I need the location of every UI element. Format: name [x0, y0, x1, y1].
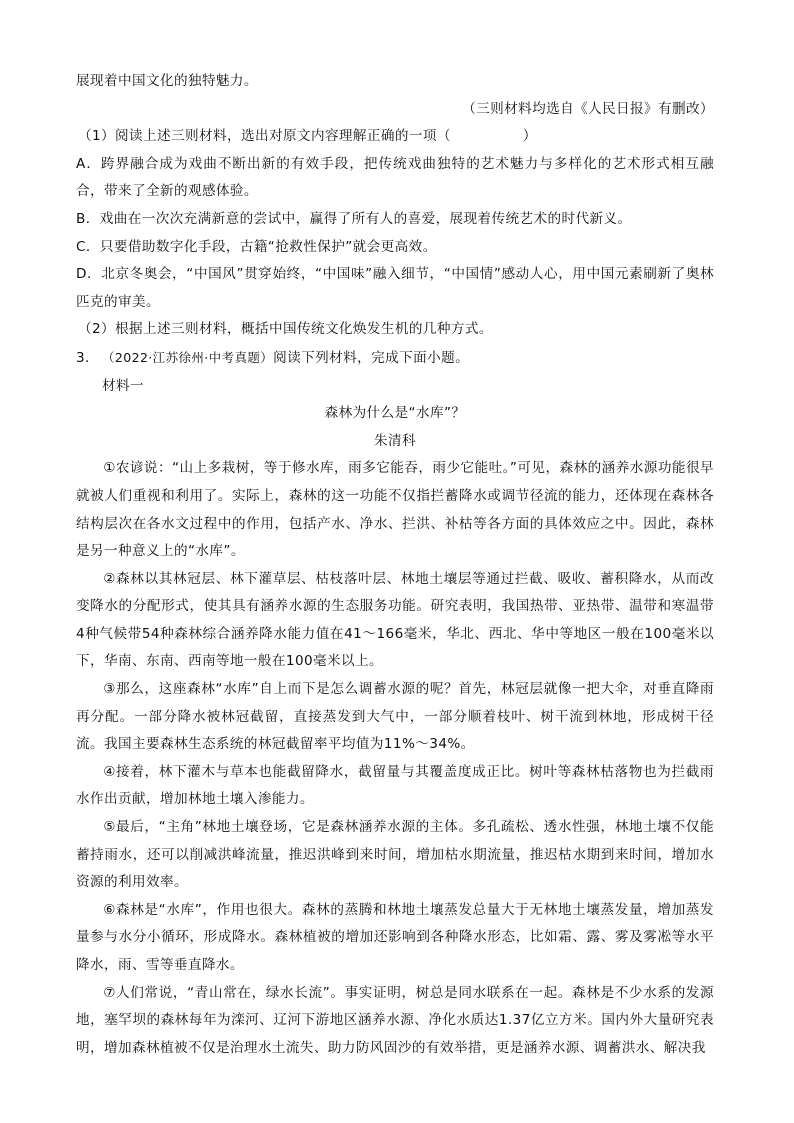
option-b[interactable]: B．戏曲在一次次充满新意的尝试中，赢得了所有人的喜爱，展现着传统艺术的时代新义。 [76, 210, 632, 227]
article-paragraph-4: ④接着，林下灌木与草本也能截留降水，截留量与其覆盖度成正比。树叶等森林枯落物也为拦截雨水作出贡献，增加林地土壤入渗能力。 [76, 763, 714, 808]
article-paragraph-6: ⑥森林是“水库”，作用也很大。森林的蒸腾和林地土壤蒸发总量大于无林地土壤蒸发量，增加蒸发量参与水分小循环，形成降水。森林植被的增加还影响到各种降水形态，比如霜、露、雾及雾凇等水平降水，雨、雪等垂直降水。 [76, 901, 714, 973]
question-3-instruction: 阅读下列材料，完成下面小题。 [273, 349, 470, 366]
document-page [76, 68, 714, 1062]
question-1 [76, 123, 714, 151]
material-label: 材料一 [102, 377, 144, 394]
option-a[interactable]: A．跨界融合成为戏曲不断出新的有效手段，把传统戏曲独特的艺术魅力与多样化的艺术形式相互融合，带来了全新的观感体验。 [76, 155, 714, 200]
source-note: （三则材料均选自《人民日报》有删改） [462, 100, 714, 117]
article-paragraph-5: ⑤最后，“主角”林地土壤登场，它是森林涵养水源的主体。多孔疏松、透水性强，林地土壤不仅能蓄持雨水，还可以削减洪峰流量，推迟洪峰到来时间，增加枯水期流量，推迟枯水期到来时间，增加水资源的利用效率。 [76, 819, 714, 891]
article-paragraph-1: ①农谚说：“山上多栽树，等于修水库，雨多它能吞，雨少它能吐。”可见，森林的涵养水源功能很早就被人们重视和利用了。实际上，森林的这一功能不仅指拦蓄降水或调节径流的能力，还体现在森林各结构层次在各水文过程中的作用，包括产水、净水、拦洪、补枯等各方面的具体效应之中。因此，森林是另一种意义上的“水库”。 [76, 460, 714, 560]
question-3-source: （2022·江苏徐州·中考真题） [102, 349, 274, 365]
article-paragraph-3: ③那么，这座森林“水库”自上而下是怎么调蓄水源的呢？首先，林冠层就像一把大伞，对垂直降雨再分配。一部分降水被林冠截留，直接蒸发到大气中，一部分顺着枝叶、树干流到林地，形成树干径流。我国主要森林生态系统的林冠截留率平均值为11%～34%。 [76, 681, 714, 753]
question-2: （2）根据上述三则材料，概括中国传统文化焕发生机的几种方式。 [78, 321, 493, 338]
article-paragraph-2: ②森林以其林冠层、林下灌草层、枯枝落叶层、林地土壤层等通过拦截、吸收、蓄积降水，从而改变降水的分配形式，使其具有涵养水源的生态服务功能。研究表明，我国热带、亚热带、温带和寒温带4种气候带54种森林综合涵养降水能力值在41～166毫米，华北、西北、华中等地区一般在100毫米以下，华南、东南、西南等地一般在100毫米以上。 [76, 570, 714, 670]
question-1-close: ） [522, 128, 537, 145]
option-c[interactable]: C．只要借助数字化手段，古籍“抢救性保护”就会更高效。 [76, 238, 437, 255]
option-d[interactable]: D．北京冬奥会，“中国风”贯穿始终，“中国味”融入细节，“中国情”感动人心，用中国元素刷新了奥林匹克的审美。 [76, 266, 714, 310]
question-3-header [76, 344, 714, 373]
question-1-text: （1）阅读上述三则材料，选出对原文内容理解正确的一项（ [78, 128, 451, 145]
question-3-number: 3. [76, 349, 90, 366]
article-paragraph-7: ⑦人们常说，“青山常在，绿水长流”。事实证明，树总是同水联系在一起。森林是不少水系的发源地，塞罕坝的森林每年为滦河、辽河下游地区涵养水源、净化水质达1.37亿立方米。国内外大量研究表明，增加森林植被不仅是治理水土流失、助力防风固沙的有效举措，更是涵养水源、调蓄洪水、解决我 [76, 984, 714, 1056]
article-title: 森林为什么是“水库”？ [324, 405, 466, 422]
continued-text: 展现着中国文化的独特魅力。 [76, 73, 258, 89]
article-author: 朱清科 [374, 432, 416, 449]
